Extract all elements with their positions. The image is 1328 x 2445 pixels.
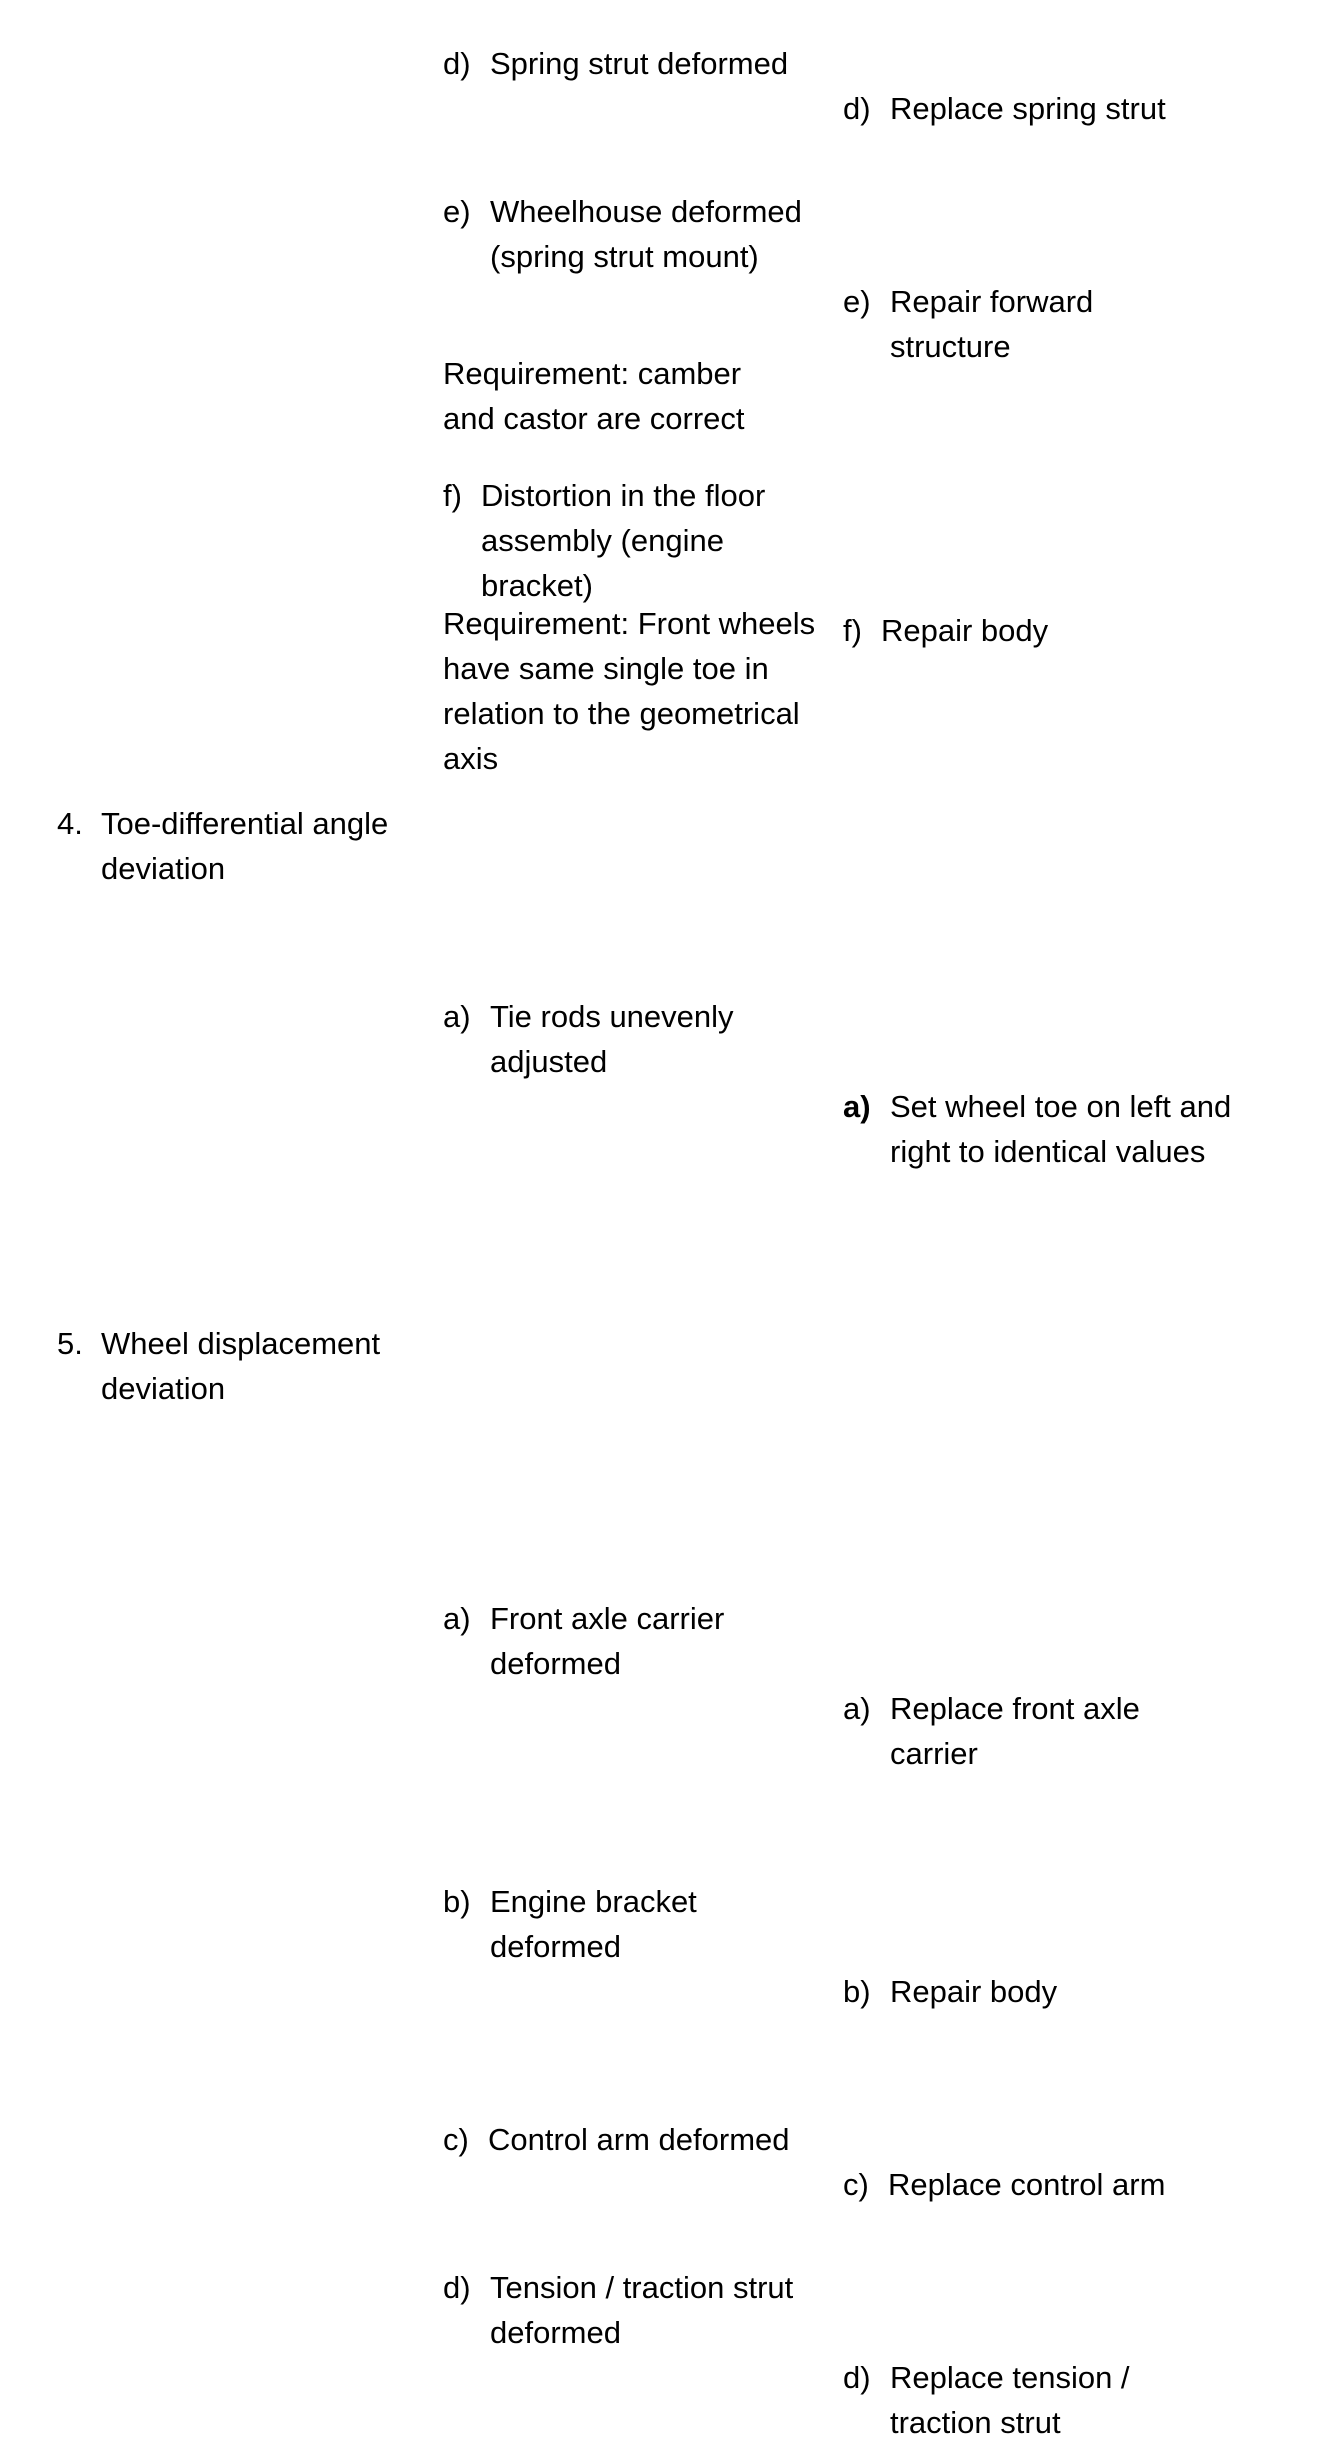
- section-5-cause-a: [443, 1596, 810, 1686]
- cause-item-f: [443, 473, 801, 608]
- section-number: 5.: [57, 1326, 83, 1361]
- remedy-label: d): [843, 2360, 871, 2395]
- section-title: Toe-differential angle deviation: [101, 806, 389, 886]
- cause-label: a): [443, 1601, 471, 1636]
- cause-item-d: [443, 41, 880, 86]
- cause-label: d): [443, 46, 471, 81]
- remedy-label: a): [843, 1691, 871, 1726]
- remedy-text: Replace spring strut: [890, 91, 1166, 126]
- cause-item-e: [443, 189, 880, 279]
- remedy-label: f): [843, 613, 862, 648]
- remedy-label: e): [843, 284, 871, 319]
- section-5-remedy-d: [843, 2355, 1210, 2445]
- cause-text: Engine bracket deformed: [490, 1884, 697, 1964]
- remedy-label: d): [843, 91, 871, 126]
- cause-text: Control arm deformed: [488, 2122, 790, 2157]
- section-5-cause-d: [443, 2265, 880, 2355]
- cause-label: e): [443, 194, 471, 229]
- section-number: 4.: [57, 806, 83, 841]
- cause-label: c): [443, 2122, 469, 2157]
- remedy-item-f: [843, 608, 1251, 653]
- remedy-label: c): [843, 2167, 869, 2202]
- section-4-cause-a: [443, 994, 820, 1084]
- cause-text: Distortion in the floor assembly (engine bracket): [481, 478, 766, 603]
- section-4-remedy-a: [843, 1084, 1250, 1174]
- remedy-label: a): [843, 1089, 871, 1124]
- requirement-text: Requirement: Front wheels have same single toe in relation to the geometrical axis: [443, 606, 816, 776]
- section-5-heading: [57, 1321, 431, 1411]
- cause-label: a): [443, 999, 471, 1034]
- remedy-text: Repair forward structure: [890, 284, 1094, 364]
- remedy-text: Set wheel toe on left and right to identical values: [890, 1089, 1232, 1169]
- cause-text: Tension / traction strut deformed: [490, 2270, 794, 2350]
- section-5-remedy-b: [843, 1969, 1260, 2014]
- cause-text: Wheelhouse deformed (spring strut mount): [490, 194, 802, 274]
- section-4-heading: [57, 801, 431, 891]
- remedy-text: Repair body: [881, 613, 1049, 648]
- section-4-requirement: [443, 351, 778, 441]
- cause-label: f): [443, 478, 462, 513]
- section-title: Wheel displacement deviation: [101, 1326, 381, 1406]
- remedy-item-d: [843, 86, 1260, 131]
- section-5-requirement: [443, 601, 823, 781]
- remedy-text: Replace control arm: [888, 2167, 1166, 2202]
- requirement-text: Requirement: camber and castor are correct: [443, 356, 745, 436]
- section-5-cause-b: [443, 1879, 780, 1969]
- remedy-label: b): [843, 1974, 871, 2009]
- section-5-cause-c: [443, 2117, 878, 2162]
- section-5-remedy-c: [843, 2162, 1258, 2207]
- cause-text: Spring strut deformed: [490, 46, 789, 81]
- cause-text: Front axle carrier deformed: [490, 1601, 725, 1681]
- cause-label: d): [443, 2270, 471, 2305]
- cause-text: Tie rods unevenly adjusted: [490, 999, 734, 1079]
- remedy-text: Replace tension / traction strut: [890, 2360, 1130, 2440]
- remedy-item-e: [843, 279, 1160, 369]
- remedy-text: Replace front axle carrier: [890, 1691, 1140, 1771]
- section-5-remedy-a: [843, 1686, 1220, 1776]
- remedy-text: Repair body: [890, 1974, 1058, 2009]
- cause-label: b): [443, 1884, 471, 1919]
